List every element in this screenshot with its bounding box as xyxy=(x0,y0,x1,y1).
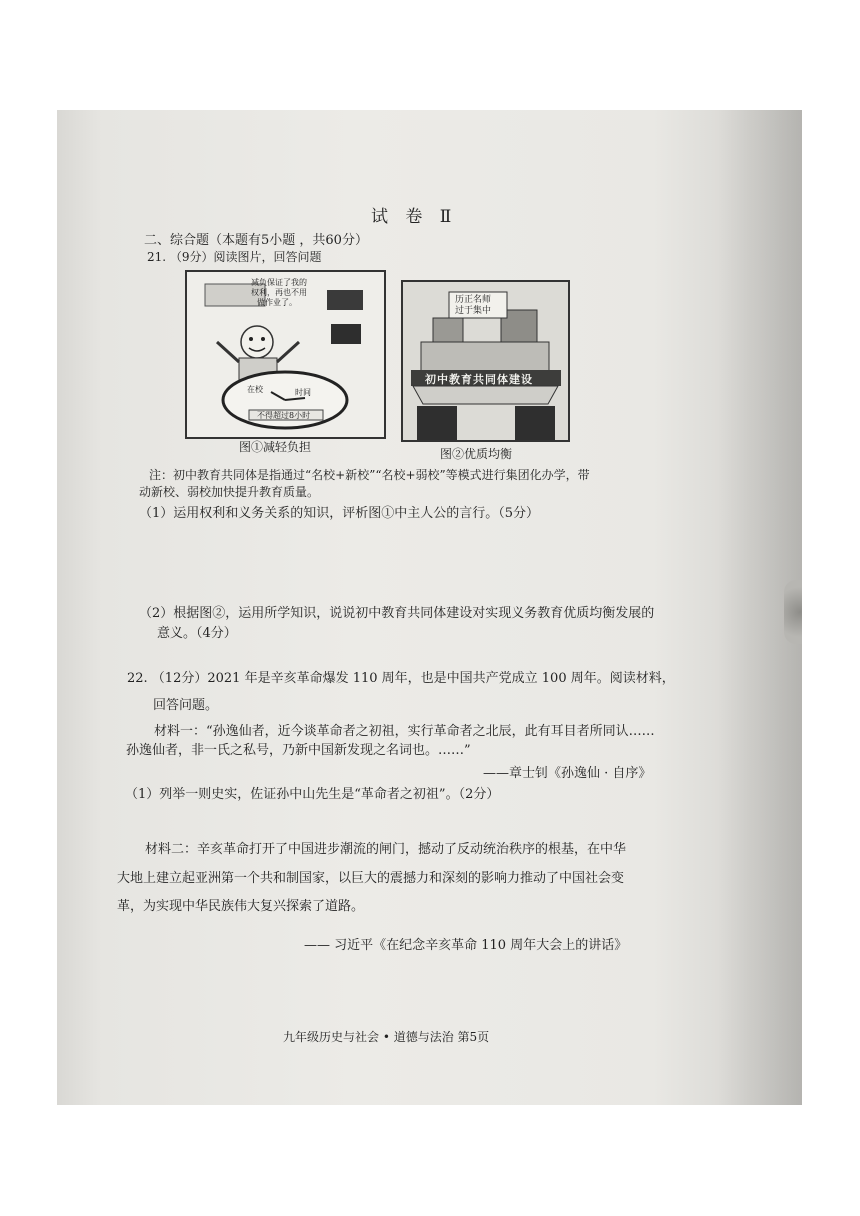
page-edge-object xyxy=(784,580,802,644)
figure-2-cartoon xyxy=(401,280,570,442)
q22-material2-line3: 革，为实现中华民族伟大复兴探索了道路。 xyxy=(117,899,365,914)
fig1-clock-left: 在校 xyxy=(247,385,263,394)
q21-note-line1: 注：初中教育共同体是指通过“名校+新校”“名校+弱校”等模式进行集团化办学，带 xyxy=(149,468,590,482)
q22-material1-line1: 材料一：“孙逸仙者，近今谈革命者之初祖，实行革命者之北辰，此有耳目者所同认…… xyxy=(154,724,655,739)
q22-material1-source: ——章士钊《孙逸仙 · 自序》 xyxy=(483,766,652,781)
fig1-bubble-line1: 减负保证了我的 xyxy=(251,278,307,287)
q21-note-line2: 动新校、弱校加快提升教育质量。 xyxy=(139,485,320,499)
q21-sub2-line2: 意义。（4分） xyxy=(157,626,237,641)
q22-material1-line2: 孙逸仙者，非一氏之私号，乃新中国新发现之名词也。……” xyxy=(126,743,471,758)
q21-sub1: （1）运用权利和义务关系的知识，评析图①中主人公的言行。（5分） xyxy=(139,506,540,521)
section-heading: 二、综合题（本题有5小题 ，共60分） xyxy=(144,233,368,248)
figure-2-caption: 图②优质均衡 xyxy=(440,447,513,461)
fig2-sign-line1: 历正名师 xyxy=(455,295,492,305)
q22-stem-line1: 22. （12分）2021 年是辛亥革命爆发 110 周年，也是中国共产党成立 100 周年。阅读材料， xyxy=(127,671,675,686)
figure-1-caption: 图①减轻负担 xyxy=(239,440,312,454)
paper-title: 试 卷 Ⅱ xyxy=(371,207,458,227)
exam-page-photo xyxy=(57,110,802,1105)
page-footer: 九年级历史与社会 • 道德与法治 第5页 xyxy=(283,1030,490,1044)
fig1-clock-right: 时间 xyxy=(295,388,311,397)
q22-material2-line2: 大地上建立起亚洲第一个共和制国家，以巨大的震撼力和深刻的影响力推动了中国社会变 xyxy=(117,871,625,886)
fig1-bubble-line2: 权利，再也不用 xyxy=(251,288,307,297)
fig1-clock-band: 不得超过8小时 xyxy=(257,411,311,420)
q22-material2-line1: 材料二：辛亥革命打开了中国进步潮流的闸门，撼动了反动统治秩序的根基，在中华 xyxy=(145,842,627,857)
fig2-banner: 初中教育共同体建设 xyxy=(425,373,533,386)
q21-stem: 21. （9分）阅读图片，回答问题 xyxy=(147,250,322,264)
q22-stem-line2: 回答问题。 xyxy=(153,698,219,713)
q21-sub2-line1: （2）根据图②，运用所学知识，说说初中教育共同体建设对实现义务教育优质均衡发展的 xyxy=(139,606,655,621)
fig1-bubble-line3: 做作业了。 xyxy=(257,298,297,307)
q22-sub1: （1）列举一则史实，佐证孙中山先生是“革命者之初祖”。（2分） xyxy=(125,787,500,802)
figure-1-cartoon xyxy=(185,270,386,439)
q22-material2-source: —— 习近平《在纪念辛亥革命 110 周年大会上的讲话》 xyxy=(304,938,628,953)
fig2-sign-line2: 过于集中 xyxy=(455,306,492,316)
